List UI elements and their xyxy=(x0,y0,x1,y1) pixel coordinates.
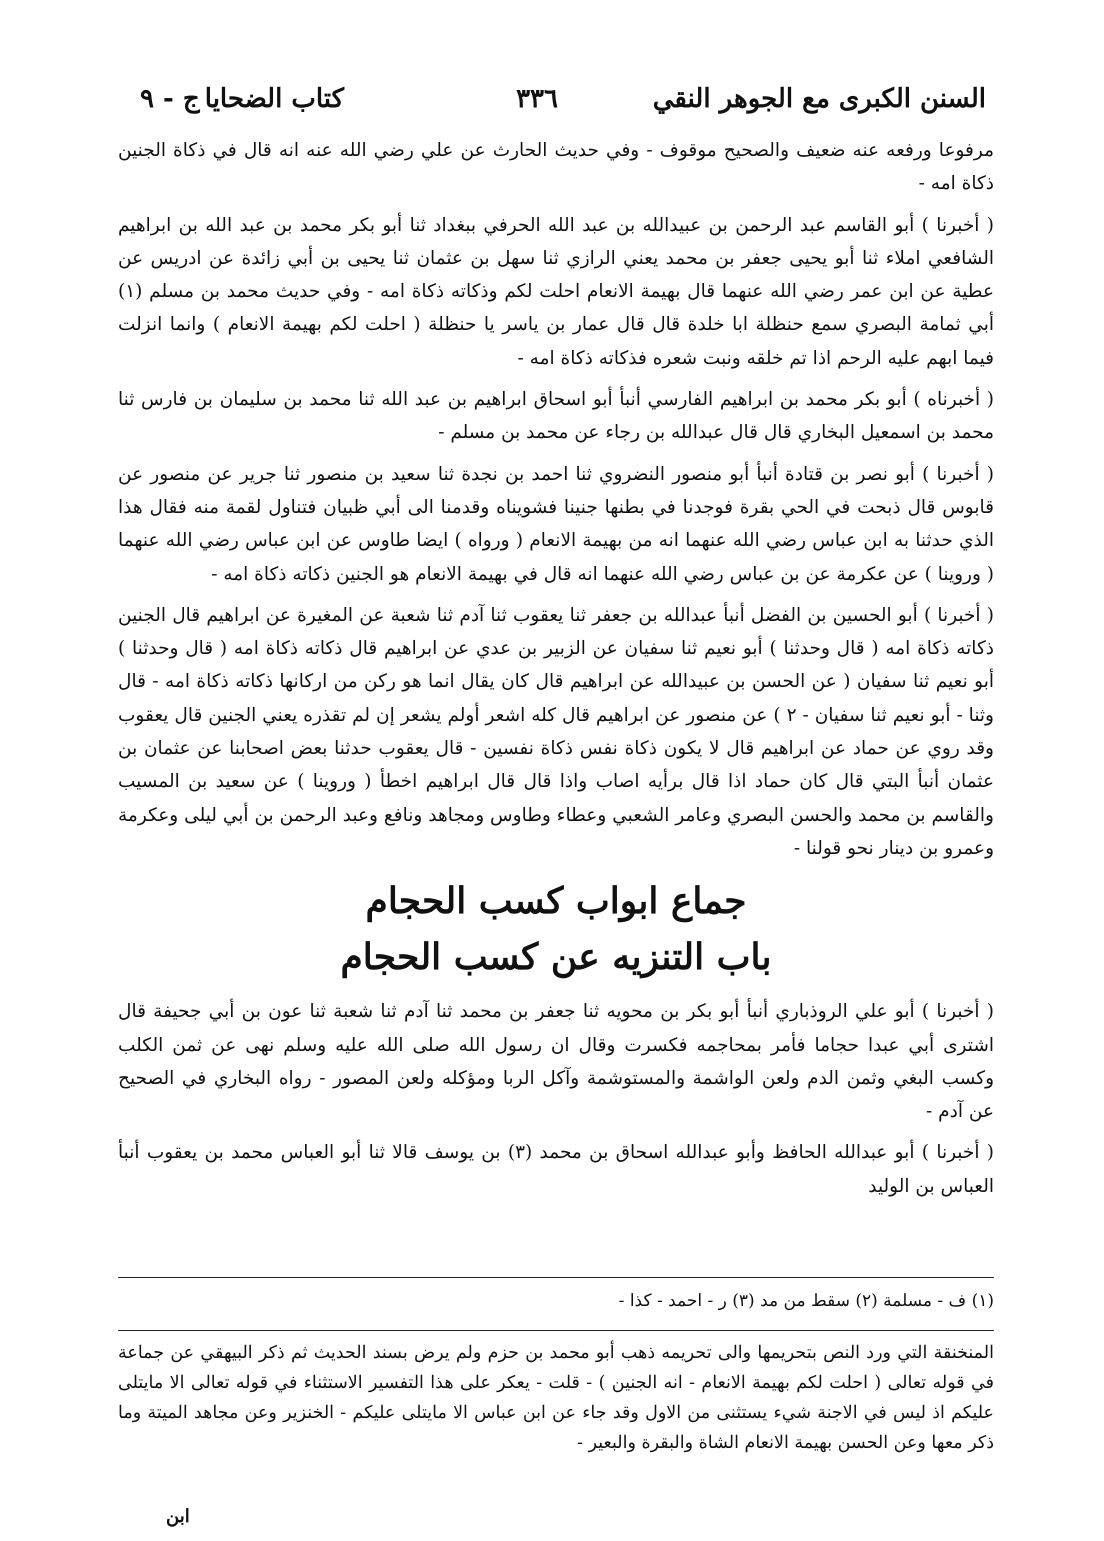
paragraph: مرفوعا ورفعه عنه ضعيف والصحيح موقوف - وفي حديث الحارث عن علي رضي الله عنه انه قال في ذكاة الجنين ذكاة امه - xyxy=(118,140,994,195)
paragraph: ( أخبرنا ) أبو الحسين بن الفضل أنبأ عبدالله بن جعفر ثنا يعقوب ثنا آدم ثنا شعبة عن المغيرة عن ابراهيم قال الجنين ذكاته ذكاة امه ( قال وحدثنا ) أبو نعيم ثنا سفيان عن الزبير بن عدي عن ابراهيم قال ذكاته ذكاة امه ( قال وحدثنا ) أبو نعيم ثنا سفيان ( عن الحسن بن عبيدالله عن ابراهيم قال كان يقال انما هو ركن من اركانها ذكاته ذكاة امه - قال وثنا - أبو نعيم ثنا سفيان - ٢ ) عن منصور عن ابراهيم قال كله اشعر أولم يشعر إن لم تقذره يعني الجنين قال يعقوب وقد روي عن حماد عن ابراهيم قال لا يكون ذكاة نفس ذكاة نفسين - قال يعقوب حدثنا بعض اصحابنا عن عثمان بن عثمان أنبأ البتي قال كان حماد اذا قال برأيه اصاب واذا قال قال ابراهيم اخطأ ( وروينا ) عن سعيد بن المسيب والقاسم بن محمد والحسن البصري وعامر الشعبي وعطاء وطاوس ومجاهد ونافع وعبد الرحمن بن أبي ليلى وعكرمة وعمرو بن دينار نحو قولنا - xyxy=(118,604,994,859)
footnotes: (١) ف - مسلمة (٢) سقط من مد (٣) ر - احمد - كذا - xyxy=(618,1291,994,1311)
paragraph: ( أخبرناه ) أبو بكر محمد بن ابراهيم الفارسي أنبأ أبو اسحاق ابراهيم بن عبد الله ثنا محمد بن سليمان بن فارس ثنا محمد بن اسمعيل البخاري قال قال عبدالله بن رجاء عن محمد بن مسلم - xyxy=(118,389,994,444)
catchword: ابن xyxy=(166,1506,190,1527)
paragraph: ( أخبرنا ) أبو عبدالله الحافظ وأبو عبدالله اسحاق بن محمد (٣) بن يوسف قالا ثنا أبو العباس محمد بن يعقوب أنبأ العباس بن الوليد xyxy=(118,1142,994,1197)
running-header xyxy=(140,84,986,134)
commentary-divider xyxy=(118,1330,994,1331)
volume-label: ج - ٩ xyxy=(140,84,200,114)
footnote-divider xyxy=(118,1277,994,1278)
chapter-heading: باب التنزيه عن كسب الحجام xyxy=(340,936,772,979)
commentary-text: المنخنقة التي ورد النص بتحريمها والى تحريمه ذهب أبو محمد بن حزم ولم يرض بسند الحديث ثم ذكر البيهقي عن جماعة في قوله تعالى ( احلت لكم بهيمة الانعام - انه الجنين ) - قلت - يعكر على هذا التفسير الاستثناء في قوله تعالى الا مايتلى عليكم اذ ليس في الاجنة شيء يستثنى من الاول وقد جاء عن ابن عباس الا مايتلى عليكم - الخنزير وعن مجاهد الميتة وما ذكر معها وعن الحسن بهيمة الانعام الشاة والبقرة والبعير - xyxy=(118,1343,994,1453)
book-title: السنن الكبرى مع الجوهر النقي xyxy=(652,84,986,114)
chapter-title: كتاب الضحايا xyxy=(204,84,344,114)
paragraph: ( أخبرنا ) أبو علي الروذباري أنبأ أبو بكر بن محويه ثنا جعفر بن محمد ثنا آدم ثنا شعبة ثنا عون بن أبي جحيفة قال اشترى أبي عبدا حجاما فأمر بمحاجمه فكسرت وقال ان رسول الله صلى الله عليه وسلم نهى عن ثمن الكلب وكسب البغي وثمن الدم ولعن الواشمة والمستوشمة وآكل الربا ومؤكله ولعن المصور - رواه البخاري في الصحيح عن آدم - xyxy=(118,1001,994,1123)
paragraph: ( أخبرنا ) أبو القاسم عبد الرحمن بن عبيدالله بن عبد الله الحرفي ببغداد ثنا أبو بكر محمد بن عبد الله بن ابراهيم الشافعي املاء ثنا أبو يحيى جعفر بن محمد يعني الرازي ثنا سهل بن عثمان ثنا يحيى بن أبي زائدة عن ادريس عن عطية عن ابن عمر رضي الله عنهما قال بهيمة الانعام احلت لكم وذكاته ذكاة امه - وفي حديث محمد بن مسلم (١) أبي ثمامة البصري سمع حنظلة ابا خلدة قال قال عمار بن ياسر يا حنظلة ( احلت لكم بهيمة الانعام ) وانما انزلت فيما ابهم عليه الرحم اذا تم خلقه ونبت شعره فذكاته ذكاة امه - xyxy=(118,214,994,369)
section-heading: جماع ابواب كسب الحجام xyxy=(365,880,747,923)
main-text xyxy=(118,134,994,1211)
paragraph: ( أخبرنا ) أبو نصر بن قتادة أنبأ أبو منصور النضروي ثنا احمد بن نجدة ثنا سعيد بن منصور ثنا جرير عن منصور عن قابوس قال ذبحت في الحي بقرة فوجدنا في بطنها جنينا فشويناه وقدمنا الى أبي ظبيان فتناول لقمة منه فقال هذا الذي حدثنا به ابن عباس رضي الله عنهما انه من بهيمة الانعام ( ورواه ) ايضا طاوس عن ابن عباس رضي الله عنهما ( وروينا ) عن عكرمة عن بن عباس رضي الله عنهما انه قال في بهيمة الانعام هو الجنين ذكاته ذكاة امه - xyxy=(118,463,994,585)
page-number: ٣٣٦ xyxy=(516,84,558,114)
